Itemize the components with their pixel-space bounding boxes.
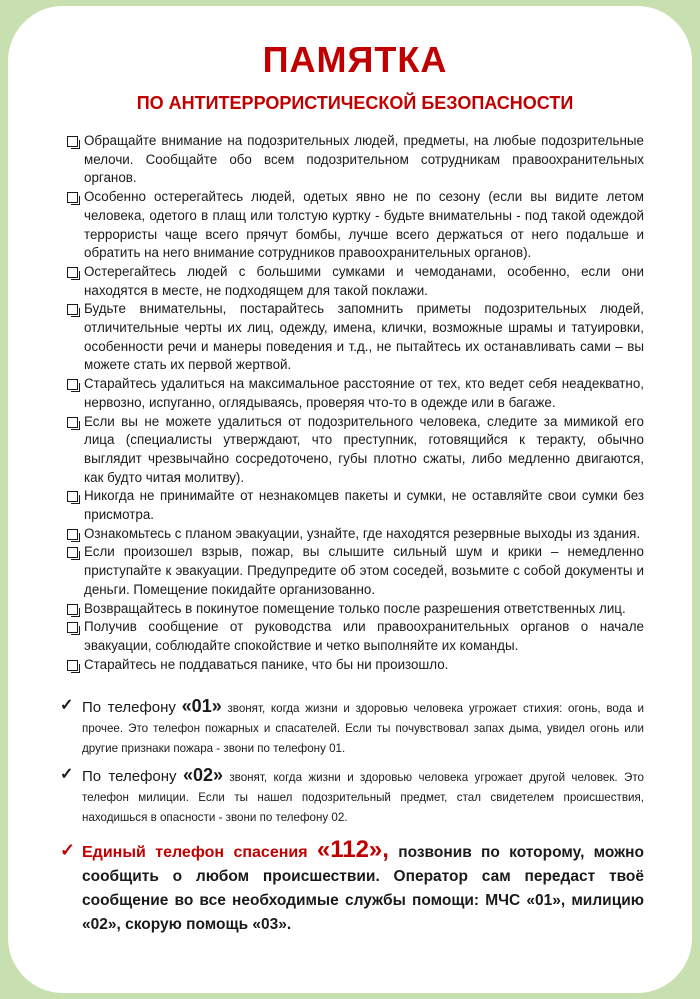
phone-lead: По телефону <box>82 768 177 786</box>
list-item: Старайтесь удалиться на максимальное расстояние от тех, кто ведет себя неадекватно, нервозно, испуганно, оглядываясь, проверяя что-то в одежде или в багаже. <box>66 375 644 412</box>
phone-02-entry <box>60 765 644 828</box>
page-title: ПАМЯТКА <box>262 39 448 80</box>
list-item: Получив сообщение от руководства или правоохранительных органов о начале эвакуации, соблюдайте спокойствие и четко выполняйте их команды. <box>66 618 644 655</box>
rules-list <box>66 132 644 674</box>
list-item: Если вы не можете удалиться от подозрительного человека, следите за мимикой его лица (специалисты утверждают, что преступник, готовящийся к теракту, обычно выглядит чрезвычайно сосредоточено, губы плотно сжаты, либо медленно двигаются, как будто читая молитву). <box>66 413 644 488</box>
checkbox-icon <box>67 267 78 278</box>
checkbox-icon <box>67 660 78 671</box>
phone-number: «01» <box>181 696 222 717</box>
list-item: Остерегайтесь людей с большими сумками и чемоданами, особенно, если они находятся в месте, не подходящем для такой поклажи. <box>66 263 644 300</box>
phone-lead: По телефону <box>82 699 176 717</box>
checkbox-icon <box>67 417 78 428</box>
emergency-phone-entry <box>60 836 644 937</box>
emergency-lead: Единый телефон спасения <box>82 844 308 862</box>
list-item: Особенно остерегайтесь людей, одетых явно не по сезону (если вы видите летом человека, одетого в плащ или толстую куртку - будьте внимательны - под такой одеждой террористы чаще всего прячут бомбы, лучше всего держаться от него подальше и обратить на него внимание сотрудников правоохранительных органов). <box>66 188 644 263</box>
checkbox-icon <box>67 491 78 502</box>
phone-description: звонят, когда жизни и здоровью человека угрожает другой человек. Это телефон милиции. Если ты нашел подозрительный предмет, стал свидетелем происшествия, находишься в опасности - звони по телефону 02. <box>82 771 644 825</box>
phone-description: звонят, когда жизни и здоровью человека угрожает стихия: огонь, вода и прочее. Это телефон пожарных и спасателей. Если ты почувствовал запах дыма, увидел огонь или другие признаки пожара - звони по телефону 01. <box>82 702 644 756</box>
list-item: Если произошел взрыв, пожар, вы слышите сильный шум и крики – немедленно приступайте к эвакуации. Предупредите об этом соседей, возьмите с собой документы и деньги. Помещение покидайте организованно. <box>66 543 644 599</box>
checkbox-icon <box>67 304 78 315</box>
list-item: Будьте внимательны, постарайтесь запомнить приметы подозрительных людей, отличительные черты их лиц, одежду, имена, клички, возможные шрамы и татуировки, особенности речи и манеры поведения и т.д., не пытайтесь их останавливать сами – вы можете стать их первой жертвой. <box>66 300 644 375</box>
list-item: Никогда не принимайте от незнакомцев пакеты и сумки, не оставляйте свои сумки без присмотра. <box>66 487 644 524</box>
list-item: Старайтесь не поддаваться панике, что бы ни произошло. <box>66 656 644 675</box>
checkbox-icon <box>67 622 78 633</box>
checkbox-icon <box>67 379 78 390</box>
phone-number: «02» <box>182 765 223 786</box>
phone-01-entry <box>60 696 644 759</box>
checkbox-icon <box>67 192 78 203</box>
checkbox-icon <box>67 529 78 540</box>
list-item: Обращайте внимание на подозрительных людей, предметы, на любые подозрительные мелочи. Сообщайте обо всем подозрительном сотрудникам правоохранительных органов. <box>66 132 644 188</box>
emergency-number: «112», <box>316 836 389 864</box>
checkmark-icon: ✓ <box>60 840 76 861</box>
checkbox-icon <box>67 136 78 147</box>
checkmark-icon: ✓ <box>60 697 74 715</box>
list-item: Возвращайтесь в покинутое помещение только после разрешения ответственных лиц. <box>66 600 644 619</box>
checkbox-icon <box>67 604 78 615</box>
page-subtitle: ПО АНТИТЕРРОРИСТИЧЕСКОЙ БЕЗОПАСНОСТИ <box>136 93 574 113</box>
checkmark-icon: ✓ <box>60 766 74 784</box>
phone-section <box>60 696 644 828</box>
checkbox-icon <box>67 547 78 558</box>
list-item: Ознакомьтесь с планом эвакуации, узнайте, где находятся резервные выходы из здания. <box>66 525 644 544</box>
emergency-description: позвонив по которому, можно сообщить о любом происшествии. Оператор сам передаст твоё сообщение во все необходимые службы помощи: МЧС «01», милицию «02», скорую помощь «03». <box>82 844 644 934</box>
memo-card <box>8 6 692 993</box>
